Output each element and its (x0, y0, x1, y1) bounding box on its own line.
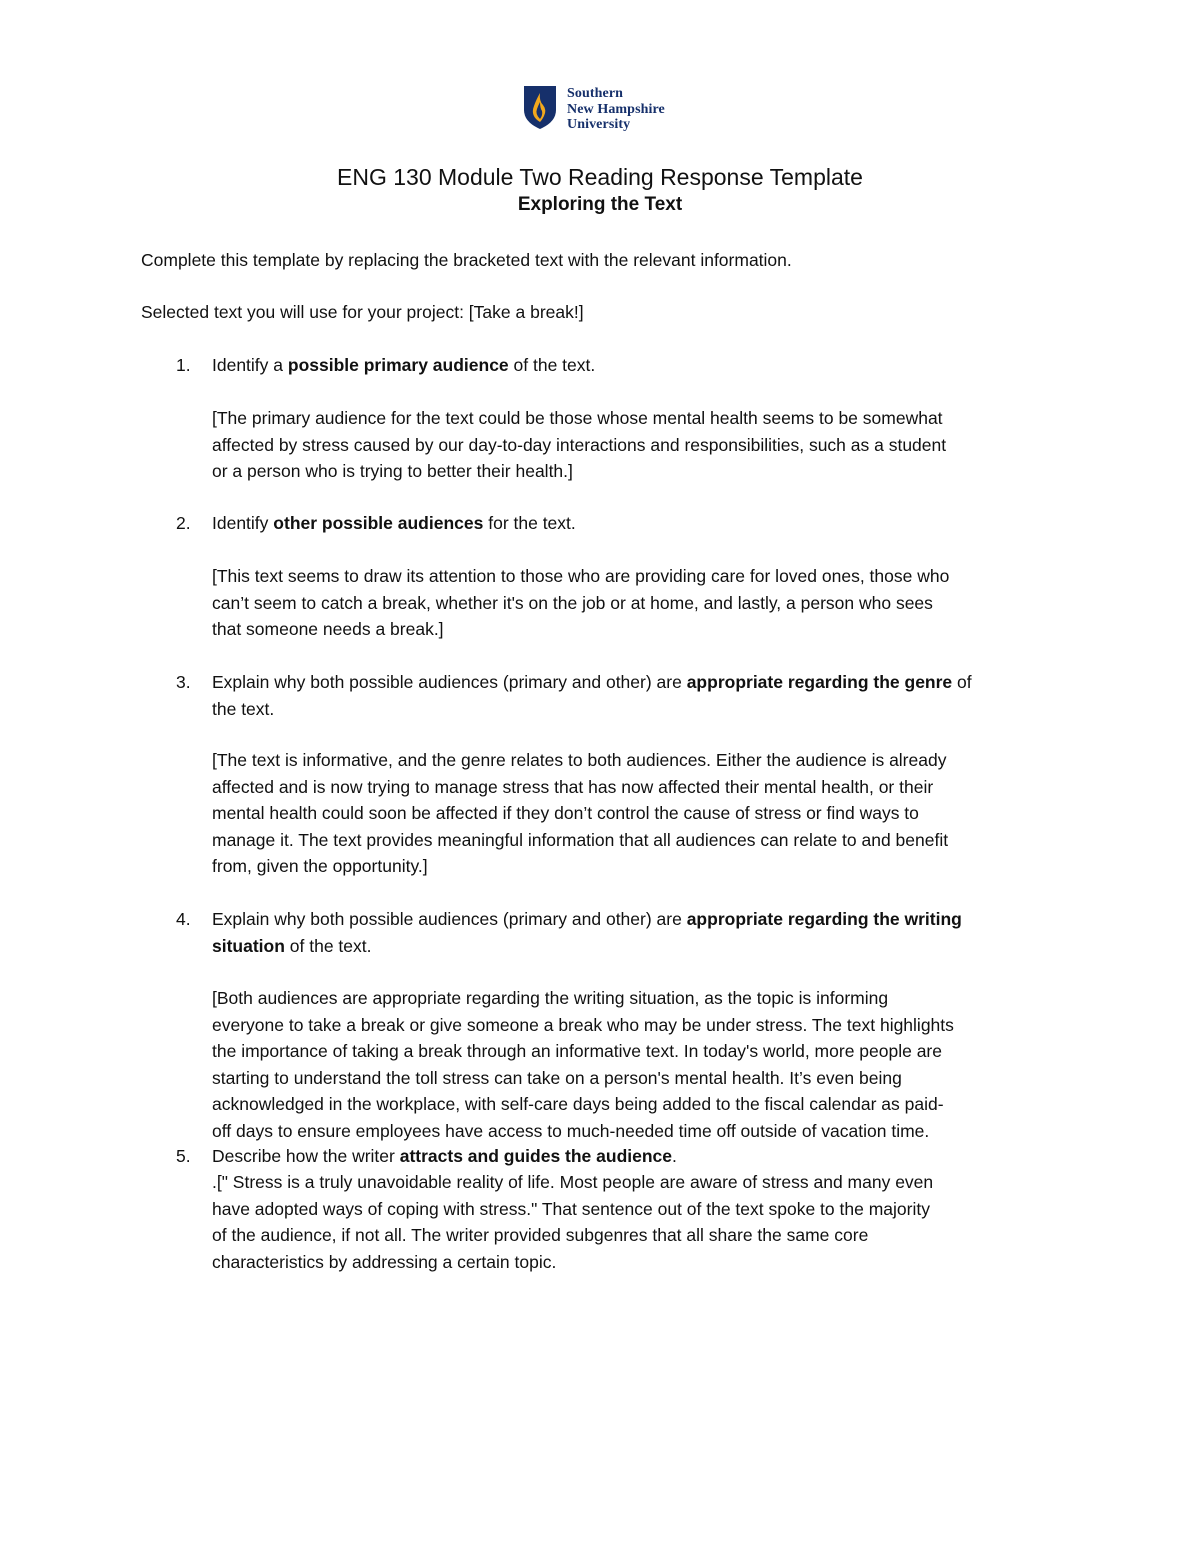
answer-5 (212, 1169, 1072, 1275)
answer-line: characteristics by addressing a certain topic. (212, 1251, 557, 1272)
question-text: Identify other possible audiences for the text. (212, 513, 576, 533)
answer-line: mental health could soon be affected if they don’t control the cause of stress or find ways to (212, 803, 919, 823)
answer-line: or a person who is trying to better their health.] (212, 461, 573, 481)
question-number: 5. (176, 1146, 191, 1166)
question-text: Describe how the writer attracts and guides the audience. (212, 1146, 677, 1166)
answer-line: starting to understand the toll stress can take on a person's mental health. It’s even being (212, 1067, 902, 1088)
question-number: 1. (176, 355, 191, 375)
answer-line: from, given the opportunity.] (212, 856, 428, 876)
university-logo (522, 84, 692, 134)
question-text: Explain why both possible audiences (primary and other) are appropriate regarding the genre of the text. (212, 672, 972, 719)
question-text: Explain why both possible audiences (primary and other) are appropriate regarding the writing situation of the text. (212, 909, 962, 956)
shield-flame-icon (522, 84, 558, 130)
question-number: 2. (176, 513, 191, 533)
answer-3 (212, 747, 1072, 880)
question-number: 4. (176, 909, 191, 929)
instruction-text: Complete this template by replacing the bracketed text with the relevant information. (141, 250, 792, 270)
logo-line-3: University (567, 117, 631, 132)
answer-2 (212, 563, 1072, 643)
answer-line: [The text is informative, and the genre relates to both audiences. Either the audience is already (212, 750, 947, 770)
answer-line: that someone needs a break.] (212, 619, 444, 639)
question-number: 3. (176, 672, 191, 692)
answer-line: affected and is now trying to manage stress that has now affected their mental health, or their (212, 776, 934, 797)
answer-line: everyone to take a break or give someone a break who may be under stress. The text highlights (212, 1014, 954, 1035)
answer-line: manage it. The text provides meaningful information that all audiences can relate to and benefit (212, 829, 949, 850)
answer-line: acknowledged in the workplace, with self-care days being added to the fiscal calendar as paid- (212, 1094, 944, 1114)
logo-wordmark (567, 86, 665, 133)
answer-line: affected by stress caused by our day-to-day interactions and responsibilities, such as a student (212, 434, 947, 455)
selected-text-value: [Take a break!] (468, 302, 584, 322)
answer-line: of the audience, if not all. The writer provided subgenres that all share the same core (212, 1225, 869, 1245)
logo-line-2: New Hampshire (567, 101, 665, 117)
document-title: ENG 130 Module Two Reading Response Template (337, 164, 863, 190)
answer-4 (212, 985, 1072, 1144)
answer-line: [This text seems to draw its attention to those who are providing care for loved ones, those who (212, 566, 950, 586)
document-subtitle: Exploring the Text (517, 194, 683, 215)
answer-1 (212, 405, 1072, 485)
selected-text-label: Selected text you will use for your project: (141, 302, 469, 322)
answer-line: [The primary audience for the text could be those whose mental health seems to be somewhat (212, 408, 943, 428)
answer-line: off days to ensure employees have access to much-needed time off outside of vacation time. (212, 1120, 930, 1141)
answer-line: .[" Stress is a truly unavoidable reality of life. Most people are aware of stress and many even (212, 1172, 934, 1192)
logo-line-1: Southern (567, 86, 624, 101)
answer-line: can’t seem to catch a break, whether it's on the job or at home, and lastly, a person who sees (212, 592, 933, 613)
answer-line: have adopted ways of coping with stress." That sentence out of the text spoke to the majority (212, 1198, 930, 1219)
answer-line: the importance of taking a break through an informative text. In today's world, more people are (212, 1041, 942, 1061)
question-text: Identify a possible primary audience of the text. (212, 355, 596, 375)
selected-text-line (141, 302, 584, 323)
answer-line: [Both audiences are appropriate regarding the writing situation, as the topic is informing (212, 988, 889, 1008)
